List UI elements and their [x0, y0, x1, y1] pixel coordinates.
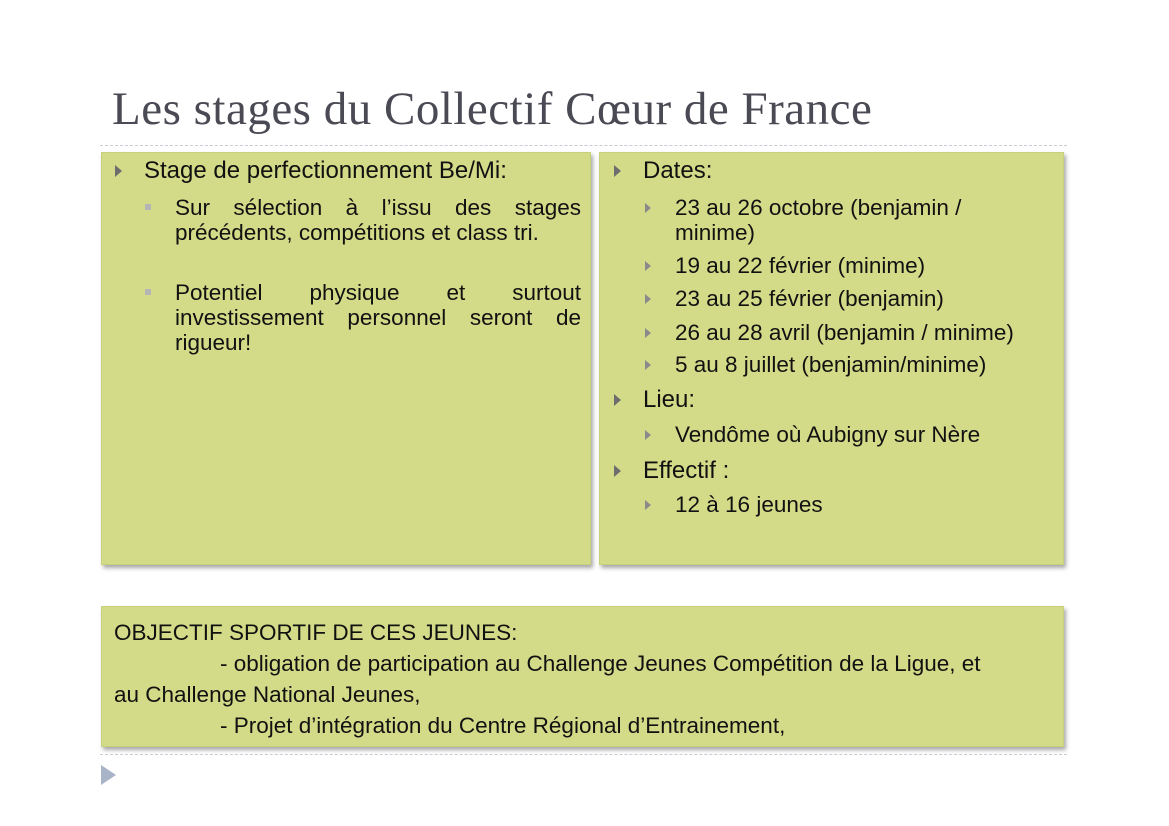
- stage-details-box: [599, 152, 1064, 565]
- objective-line-3: - Projet d’intégration du Centre Régional d’Entrainement,: [220, 713, 786, 738]
- bullet-triangle-icon: [645, 203, 651, 213]
- lieu-heading-item: [643, 386, 695, 414]
- bullet-triangle-icon: [614, 394, 621, 406]
- date-text: 23 au 26 octobre (benjamin / minime): [675, 195, 962, 245]
- date-text: 19 au 22 février (minime): [675, 253, 926, 278]
- slide-title: Les stages du Collectif Cœur de France: [112, 83, 873, 135]
- effectif-heading-item: [643, 457, 729, 485]
- stage-description-box: [101, 152, 591, 565]
- stage-heading: Stage de perfectionnement Be/Mi:: [144, 157, 507, 184]
- title-divider: [100, 145, 1067, 146]
- potential-text: Potentiel physique et surtout investissement personnel seront de rigueur!: [175, 280, 581, 355]
- stage-heading-item: [144, 157, 507, 185]
- bullet-triangle-icon: [645, 360, 651, 370]
- date-item: [675, 320, 1014, 346]
- objective-line-1: - obligation de participation au Challenge Jeunes Compétition de la Ligue, et: [220, 651, 981, 676]
- bullet-triangle-icon: [645, 261, 651, 271]
- bullet-square-icon: [145, 204, 151, 210]
- date-item: [675, 253, 925, 279]
- objective-line-2: au Challenge National Jeunes,: [114, 682, 421, 707]
- date-item: [675, 195, 995, 245]
- bullet-triangle-icon: [645, 328, 651, 338]
- date-text: 23 au 25 février (benjamin): [675, 286, 944, 311]
- date-item: [675, 352, 986, 378]
- lieu-heading: Lieu:: [643, 386, 696, 413]
- dates-heading: Dates:: [643, 157, 713, 184]
- footer-divider: [100, 754, 1067, 755]
- objective-box: [101, 606, 1064, 747]
- date-text: 5 au 8 juillet (benjamin/minime): [675, 352, 987, 377]
- lieu-item: [675, 422, 980, 448]
- date-text: 26 au 28 avril (benjamin / minime): [675, 320, 1014, 345]
- bullet-triangle-icon: [645, 500, 651, 510]
- footer-triangle-icon: [101, 765, 116, 785]
- objective-heading: OBJECTIF SPORTIF DE CES JEUNES:: [114, 620, 518, 645]
- effectif-text: 12 à 16 jeunes: [675, 492, 823, 517]
- effectif-heading: Effectif :: [643, 457, 730, 484]
- date-item: [675, 286, 944, 312]
- bullet-square-icon: [145, 289, 151, 295]
- bullet-triangle-icon: [645, 430, 651, 440]
- bullet-triangle-icon: [645, 294, 651, 304]
- selection-text: Sur sélection à l’issu des stages précédents, compétitions et class tri.: [175, 195, 581, 245]
- lieu-text: Vendôme où Aubigny sur Nère: [675, 422, 981, 447]
- dates-heading-item: [643, 157, 712, 185]
- potential-item: [175, 280, 581, 355]
- effectif-item: [675, 492, 823, 518]
- bullet-triangle-icon: [115, 165, 122, 177]
- bullet-triangle-icon: [614, 465, 621, 477]
- bullet-triangle-icon: [614, 165, 621, 177]
- selection-item: [175, 195, 581, 245]
